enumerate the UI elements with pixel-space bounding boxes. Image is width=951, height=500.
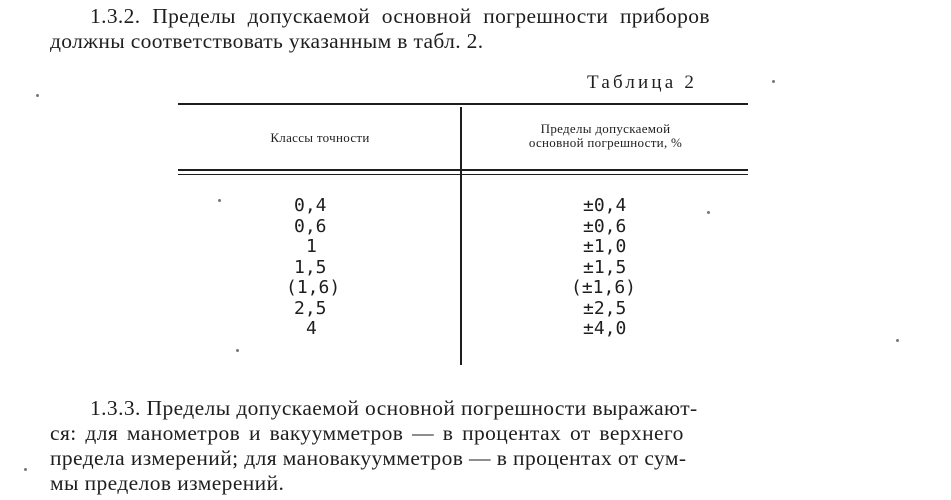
table-row-accuracy-class: 1,5 [294, 256, 327, 278]
table-row-accuracy-class: 2,5 [294, 297, 327, 319]
table-row-accuracy-class: 0,4 [294, 195, 327, 216]
table-row-accuracy-class: 1 [306, 236, 317, 257]
scan-speck [218, 199, 221, 202]
paragraph-1-3-2 [50, 4, 890, 54]
table-column-divider [460, 107, 462, 365]
paragraph-1-3-2-line-2: должны соответствовать указанным в табл. 2. [50, 29, 484, 53]
header-bottom-rule-2 [178, 174, 748, 175]
table-row-accuracy-class: (1,6) [286, 277, 341, 298]
table-row-accuracy-class: 4 [306, 318, 317, 339]
table-caption: Таблица 2 [587, 72, 698, 93]
table-row-error-limit: ±1,0 [583, 236, 627, 257]
header-error-limits-line-1: Пределы допускаемой [540, 121, 671, 136]
scan-speck [36, 94, 39, 97]
scan-speck [236, 349, 239, 352]
scan-speck [707, 211, 710, 214]
table-row-accuracy-class: 0,6 [294, 215, 327, 237]
paragraph-1-3-2-line-1: 1.3.2. Пределы допускаемой основной погрешности приборов [90, 4, 710, 28]
error-limit-column [571, 196, 636, 340]
header-accuracy-classes [180, 131, 460, 145]
table-row-error-limit: ±0,4 [583, 195, 627, 216]
paragraph-1-3-3-line-4: мы пределов измерений. [50, 471, 285, 495]
scan-speck [772, 80, 775, 83]
scan-speck [896, 339, 899, 342]
header-error-limits-line-2: основной погрешности, % [528, 135, 683, 150]
table-row-error-limit: ±2,5 [583, 297, 627, 319]
table-row-error-limit: ±1,5 [583, 256, 627, 278]
table-top-rule [178, 103, 748, 105]
paragraph-1-3-3-line-1: 1.3.3. Пределы допускаемой основной погрешности выражают- [90, 396, 698, 420]
header-bottom-rule-1 [178, 169, 748, 171]
table-row-error-limit: ±0,6 [583, 215, 627, 237]
header-accuracy-classes-label: Классы точности [270, 130, 370, 145]
accuracy-class-column [286, 195, 341, 340]
table-row-error-limit: ±4,0 [583, 318, 627, 339]
paragraph-1-3-3 [50, 396, 890, 496]
paragraph-1-3-3-line-3: предела измерений; для мановакуумметров — в процентах от сум- [50, 446, 687, 470]
header-error-limits [463, 122, 748, 150]
scan-speck [24, 468, 27, 471]
table-row-error-limit: (±1,6) [571, 277, 637, 298]
paragraph-1-3-3-line-2: ся: для манометров и вакуумметров — в процентах от верхнего [50, 421, 684, 445]
